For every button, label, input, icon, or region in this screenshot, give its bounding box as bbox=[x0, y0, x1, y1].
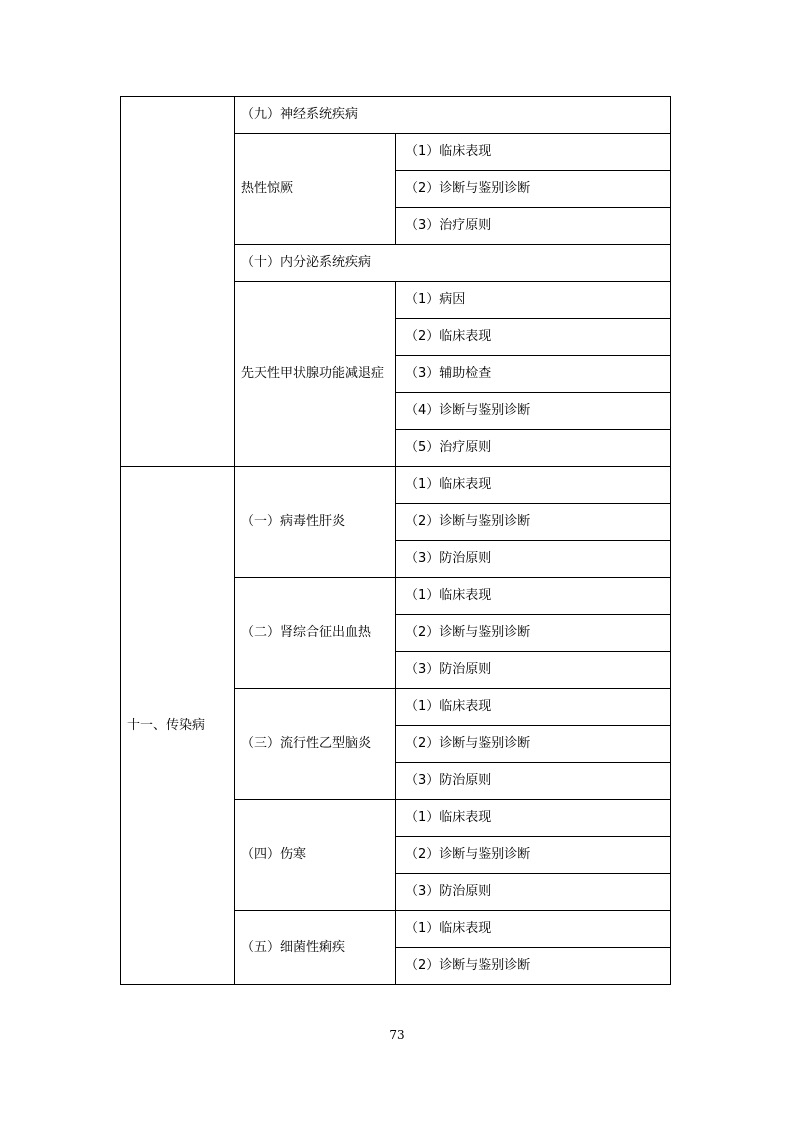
topic-name: （五）细菌性痢疾 bbox=[235, 911, 396, 985]
subtopic-item: （5）治疗原则 bbox=[396, 430, 671, 467]
subtopic-item: （2）诊断与鉴别诊断 bbox=[396, 837, 671, 874]
table-row bbox=[121, 97, 671, 134]
topic-name: （四）伤寒 bbox=[235, 800, 396, 911]
chapter-cell-empty bbox=[121, 97, 235, 467]
subtopic-item: （3）防治原则 bbox=[396, 874, 671, 911]
syllabus-table bbox=[120, 96, 671, 985]
topic-name: 先天性甲状腺功能减退症 bbox=[235, 282, 396, 467]
subtopic-item: （1）病因 bbox=[396, 282, 671, 319]
subtopic-item: （1）临床表现 bbox=[396, 689, 671, 726]
subtopic-item: （4）诊断与鉴别诊断 bbox=[396, 393, 671, 430]
subtopic-item: （2）诊断与鉴别诊断 bbox=[396, 171, 671, 208]
table-row bbox=[121, 467, 671, 504]
subtopic-item: （3）治疗原则 bbox=[396, 208, 671, 245]
subtopic-item: （3）防治原则 bbox=[396, 541, 671, 578]
section-title: （十）内分泌系统疾病 bbox=[235, 245, 671, 282]
subtopic-item: （1）临床表现 bbox=[396, 911, 671, 948]
subtopic-item: （1）临床表现 bbox=[396, 578, 671, 615]
page-number: 73 bbox=[389, 1028, 405, 1042]
topic-name: 热性惊厥 bbox=[235, 134, 396, 245]
subtopic-item: （2）诊断与鉴别诊断 bbox=[396, 948, 671, 985]
topic-name: （三）流行性乙型脑炎 bbox=[235, 689, 396, 800]
section-title: （九）神经系统疾病 bbox=[235, 97, 671, 134]
subtopic-item: （2）诊断与鉴别诊断 bbox=[396, 615, 671, 652]
topic-name: （二）肾综合征出血热 bbox=[235, 578, 396, 689]
subtopic-item: （2）诊断与鉴别诊断 bbox=[396, 726, 671, 763]
subtopic-item: （2）临床表现 bbox=[396, 319, 671, 356]
chapter-title: 十一、传染病 bbox=[121, 467, 235, 985]
subtopic-item: （1）临床表现 bbox=[396, 467, 671, 504]
subtopic-item: （3）辅助检查 bbox=[396, 356, 671, 393]
topic-name: （一）病毒性肝炎 bbox=[235, 467, 396, 578]
subtopic-item: （2）诊断与鉴别诊断 bbox=[396, 504, 671, 541]
subtopic-item: （3）防治原则 bbox=[396, 652, 671, 689]
subtopic-item: （3）防治原则 bbox=[396, 763, 671, 800]
subtopic-item: （1）临床表现 bbox=[396, 134, 671, 171]
subtopic-item: （1）临床表现 bbox=[396, 800, 671, 837]
